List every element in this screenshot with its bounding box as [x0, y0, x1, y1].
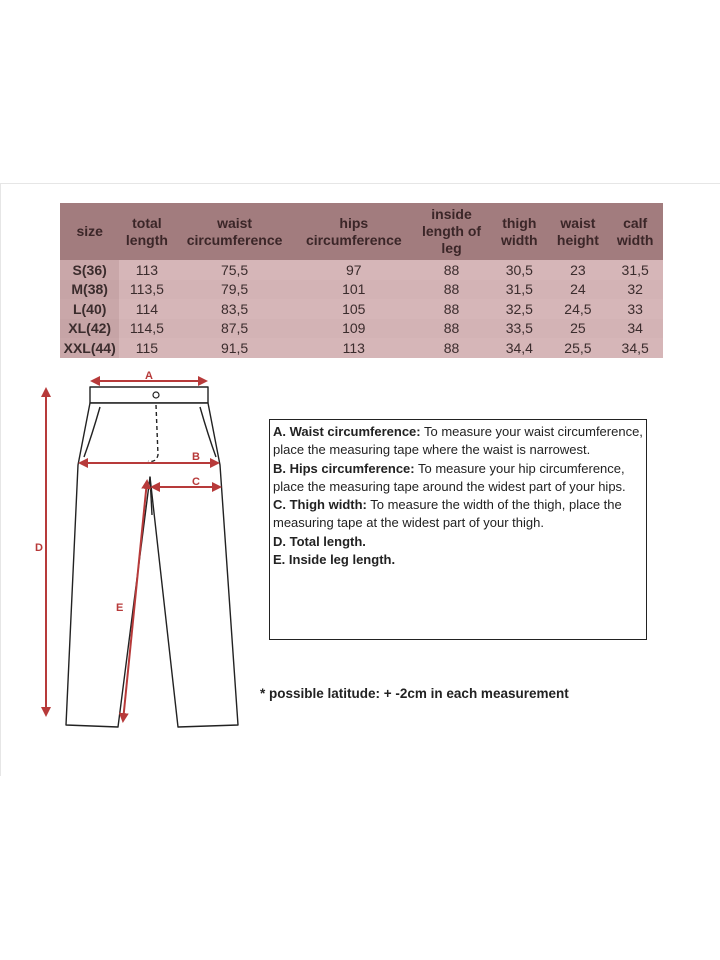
- cell-waist-height: 23: [549, 260, 608, 280]
- cell-calf: 34: [607, 319, 663, 339]
- cell-thigh: 32,5: [490, 299, 548, 319]
- cell-waist-height: 24: [549, 280, 608, 300]
- button-icon: [153, 392, 159, 398]
- table-row: [60, 338, 663, 358]
- pants-outline: [66, 387, 238, 727]
- size-chart-table: [60, 203, 663, 358]
- header-size: size: [60, 203, 119, 260]
- cell-inside-leg: 88: [413, 319, 490, 339]
- cell-inside-leg: 88: [413, 280, 490, 300]
- legend-item-c: [273, 496, 644, 533]
- cell-waist: 91,5: [175, 338, 295, 358]
- header-waist-circumference: waist circumference: [175, 203, 295, 260]
- measurement-legend: [269, 419, 647, 640]
- header-inside-leg-length: inside length of leg: [413, 203, 490, 260]
- cell-size: S(36): [60, 260, 119, 280]
- top-divider: [0, 183, 720, 184]
- cell-waist: 83,5: [175, 299, 295, 319]
- cell-thigh: 31,5: [490, 280, 548, 300]
- legend-term-b: B. Hips circumference:: [273, 460, 415, 476]
- legend-item-e: [273, 551, 644, 569]
- header-hips-circumference: hips circumference: [295, 203, 413, 260]
- header-thigh-width: thigh width: [490, 203, 548, 260]
- cell-thigh: 30,5: [490, 260, 548, 280]
- cell-total-length: 113,5: [119, 280, 174, 300]
- table-header-row: [60, 203, 663, 260]
- cell-hips: 109: [295, 319, 413, 339]
- header-waist-height: waist height: [549, 203, 608, 260]
- header-total-length: total length: [119, 203, 174, 260]
- label-b: B: [192, 451, 200, 463]
- cell-size: M(38): [60, 280, 119, 300]
- cell-waist: 87,5: [175, 319, 295, 339]
- cell-calf: 33: [607, 299, 663, 319]
- header-calf-width: calf width: [607, 203, 663, 260]
- tolerance-footnote: * possible latitude: + -2cm in each measurement: [260, 686, 569, 701]
- legend-term-c: C. Thigh width:: [273, 497, 367, 513]
- cell-hips: 105: [295, 299, 413, 319]
- cell-size: XXL(44): [60, 338, 119, 358]
- cell-thigh: 33,5: [490, 319, 548, 339]
- cell-waist: 79,5: [175, 280, 295, 300]
- cell-hips: 113: [295, 338, 413, 358]
- legend-item-a: [273, 423, 644, 460]
- left-divider: [0, 184, 1, 776]
- cell-waist-height: 24,5: [549, 299, 608, 319]
- legend-term-e: E. Inside leg length.: [273, 552, 396, 568]
- cell-waist-height: 25,5: [549, 338, 608, 358]
- legend-text-a: To measure your waist circumference, place the measuring tape where the waist is narrowest.: [273, 424, 643, 458]
- legend-item-b: [273, 460, 644, 497]
- label-d: D: [35, 542, 43, 554]
- legend-item-d: [273, 533, 644, 551]
- waistband-shape: [90, 387, 208, 403]
- legend-term-d: D. Total length.: [273, 533, 366, 549]
- cell-total-length: 114: [119, 299, 174, 319]
- table-row: [60, 299, 663, 319]
- table-row: [60, 260, 663, 280]
- legend-text-b: To measure your hip circumference, place the measuring tape around the widest part of your hips.: [273, 460, 626, 494]
- cell-size: XL(42): [60, 319, 119, 339]
- cell-waist-height: 25: [549, 319, 608, 339]
- table-row: [60, 280, 663, 300]
- cell-hips: 101: [295, 280, 413, 300]
- cell-thigh: 34,4: [490, 338, 548, 358]
- cell-calf: 34,5: [607, 338, 663, 358]
- label-c: C: [192, 476, 200, 488]
- cell-inside-leg: 88: [413, 299, 490, 319]
- legend-term-a: A. Waist circumference:: [273, 424, 421, 439]
- cell-calf: 31,5: [607, 260, 663, 280]
- cell-hips: 97: [295, 260, 413, 280]
- cell-total-length: 114,5: [119, 319, 174, 339]
- cell-inside-leg: 88: [413, 338, 490, 358]
- cell-inside-leg: 88: [413, 260, 490, 280]
- cell-size: L(40): [60, 299, 119, 319]
- cell-total-length: 115: [119, 338, 174, 358]
- cell-waist: 75,5: [175, 260, 295, 280]
- table-row: [60, 319, 663, 339]
- cell-total-length: 113: [119, 260, 174, 280]
- pants-measurement-diagram: [30, 365, 262, 735]
- label-a: A: [145, 370, 153, 382]
- pants-body-shape: [66, 403, 238, 727]
- cell-calf: 32: [607, 280, 663, 300]
- label-e: E: [116, 602, 124, 614]
- legend-text-c: To measure the width of the thigh, place the measuring tape at the widest part of your thigh.: [273, 497, 622, 531]
